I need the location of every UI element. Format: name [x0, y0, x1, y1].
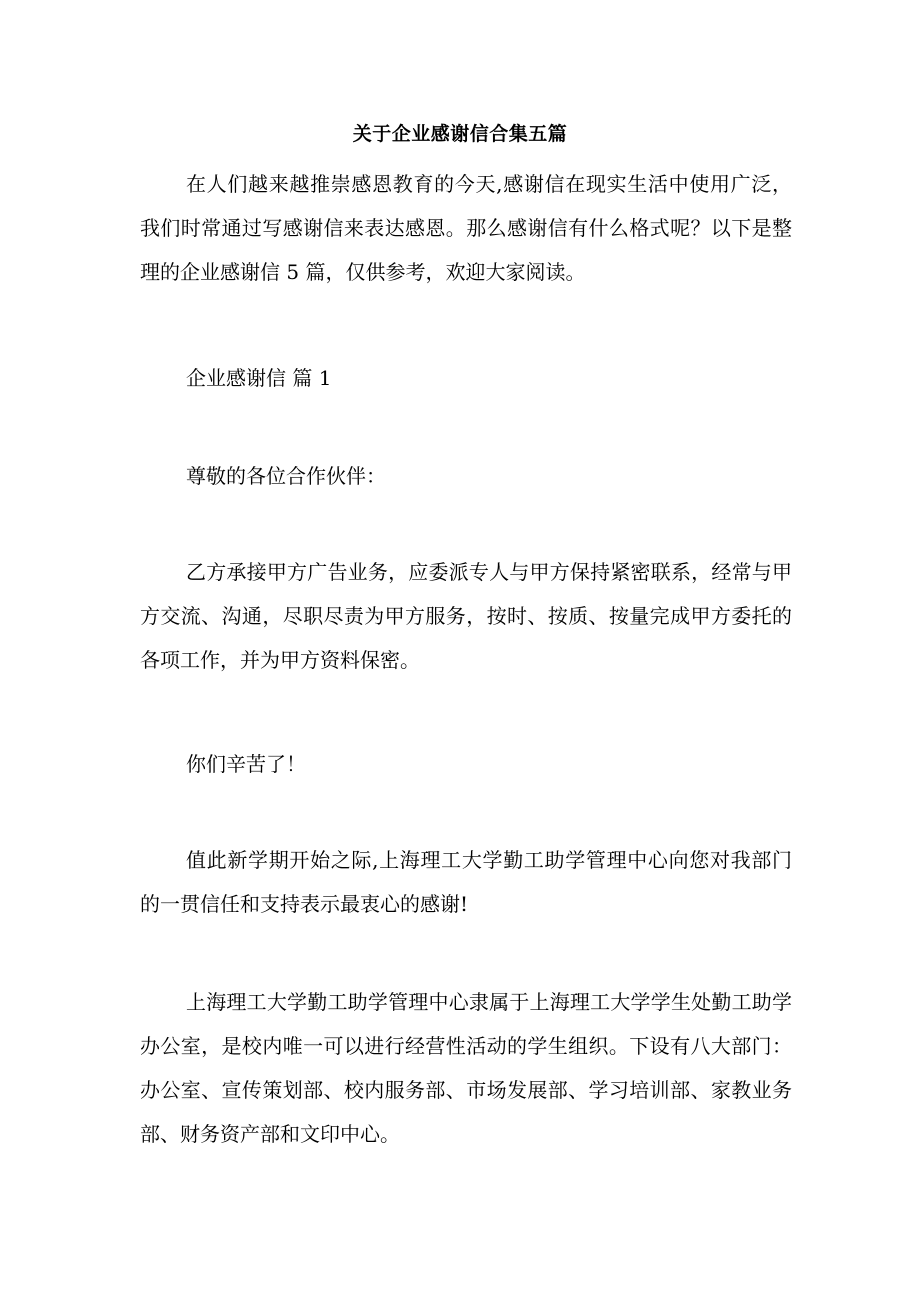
- salutation: 尊敬的各位合作伙伴：: [186, 464, 386, 488]
- body-paragraph: 值此新学期开始之际,上海理工大学勤工助学管理中心向您对我部门的一贯信任和支持表示最衷心的感谢!: [140, 848, 792, 916]
- section-heading-letter-1: 企业感谢信 篇 1: [186, 366, 332, 390]
- body-paragraph: 你们辛苦了！: [186, 752, 306, 776]
- body-paragraph: 上海理工大学勤工助学管理中心隶属于上海理工大学学生处勤工助学办公室，是校内唯一可以进行经营性活动的学生组织。下设有八大部门：办公室、宣传策划部、校内服务部、市场发展部、学习培训部、家教业务部、财务资产部和文印中心。: [140, 990, 792, 1146]
- document-title: 关于企业感谢信合集五篇: [352, 123, 568, 145]
- body-paragraph: 乙方承接甲方广告业务，应委派专人与甲方保持紧密联系，经常与甲方交流、沟通，尽职尽责为甲方服务，按时、按质、按量完成甲方委托的各项工作，并为甲方资料保密。: [140, 560, 792, 672]
- intro-paragraph: 在人们越来越推崇感恩教育的今天,感谢信在现实生活中使用广泛，我们时常通过写感谢信来表达感恩。那么感谢信有什么格式呢？以下是整理的企业感谢信 5 篇，仅供参考，欢迎大家阅读。: [140, 172, 792, 284]
